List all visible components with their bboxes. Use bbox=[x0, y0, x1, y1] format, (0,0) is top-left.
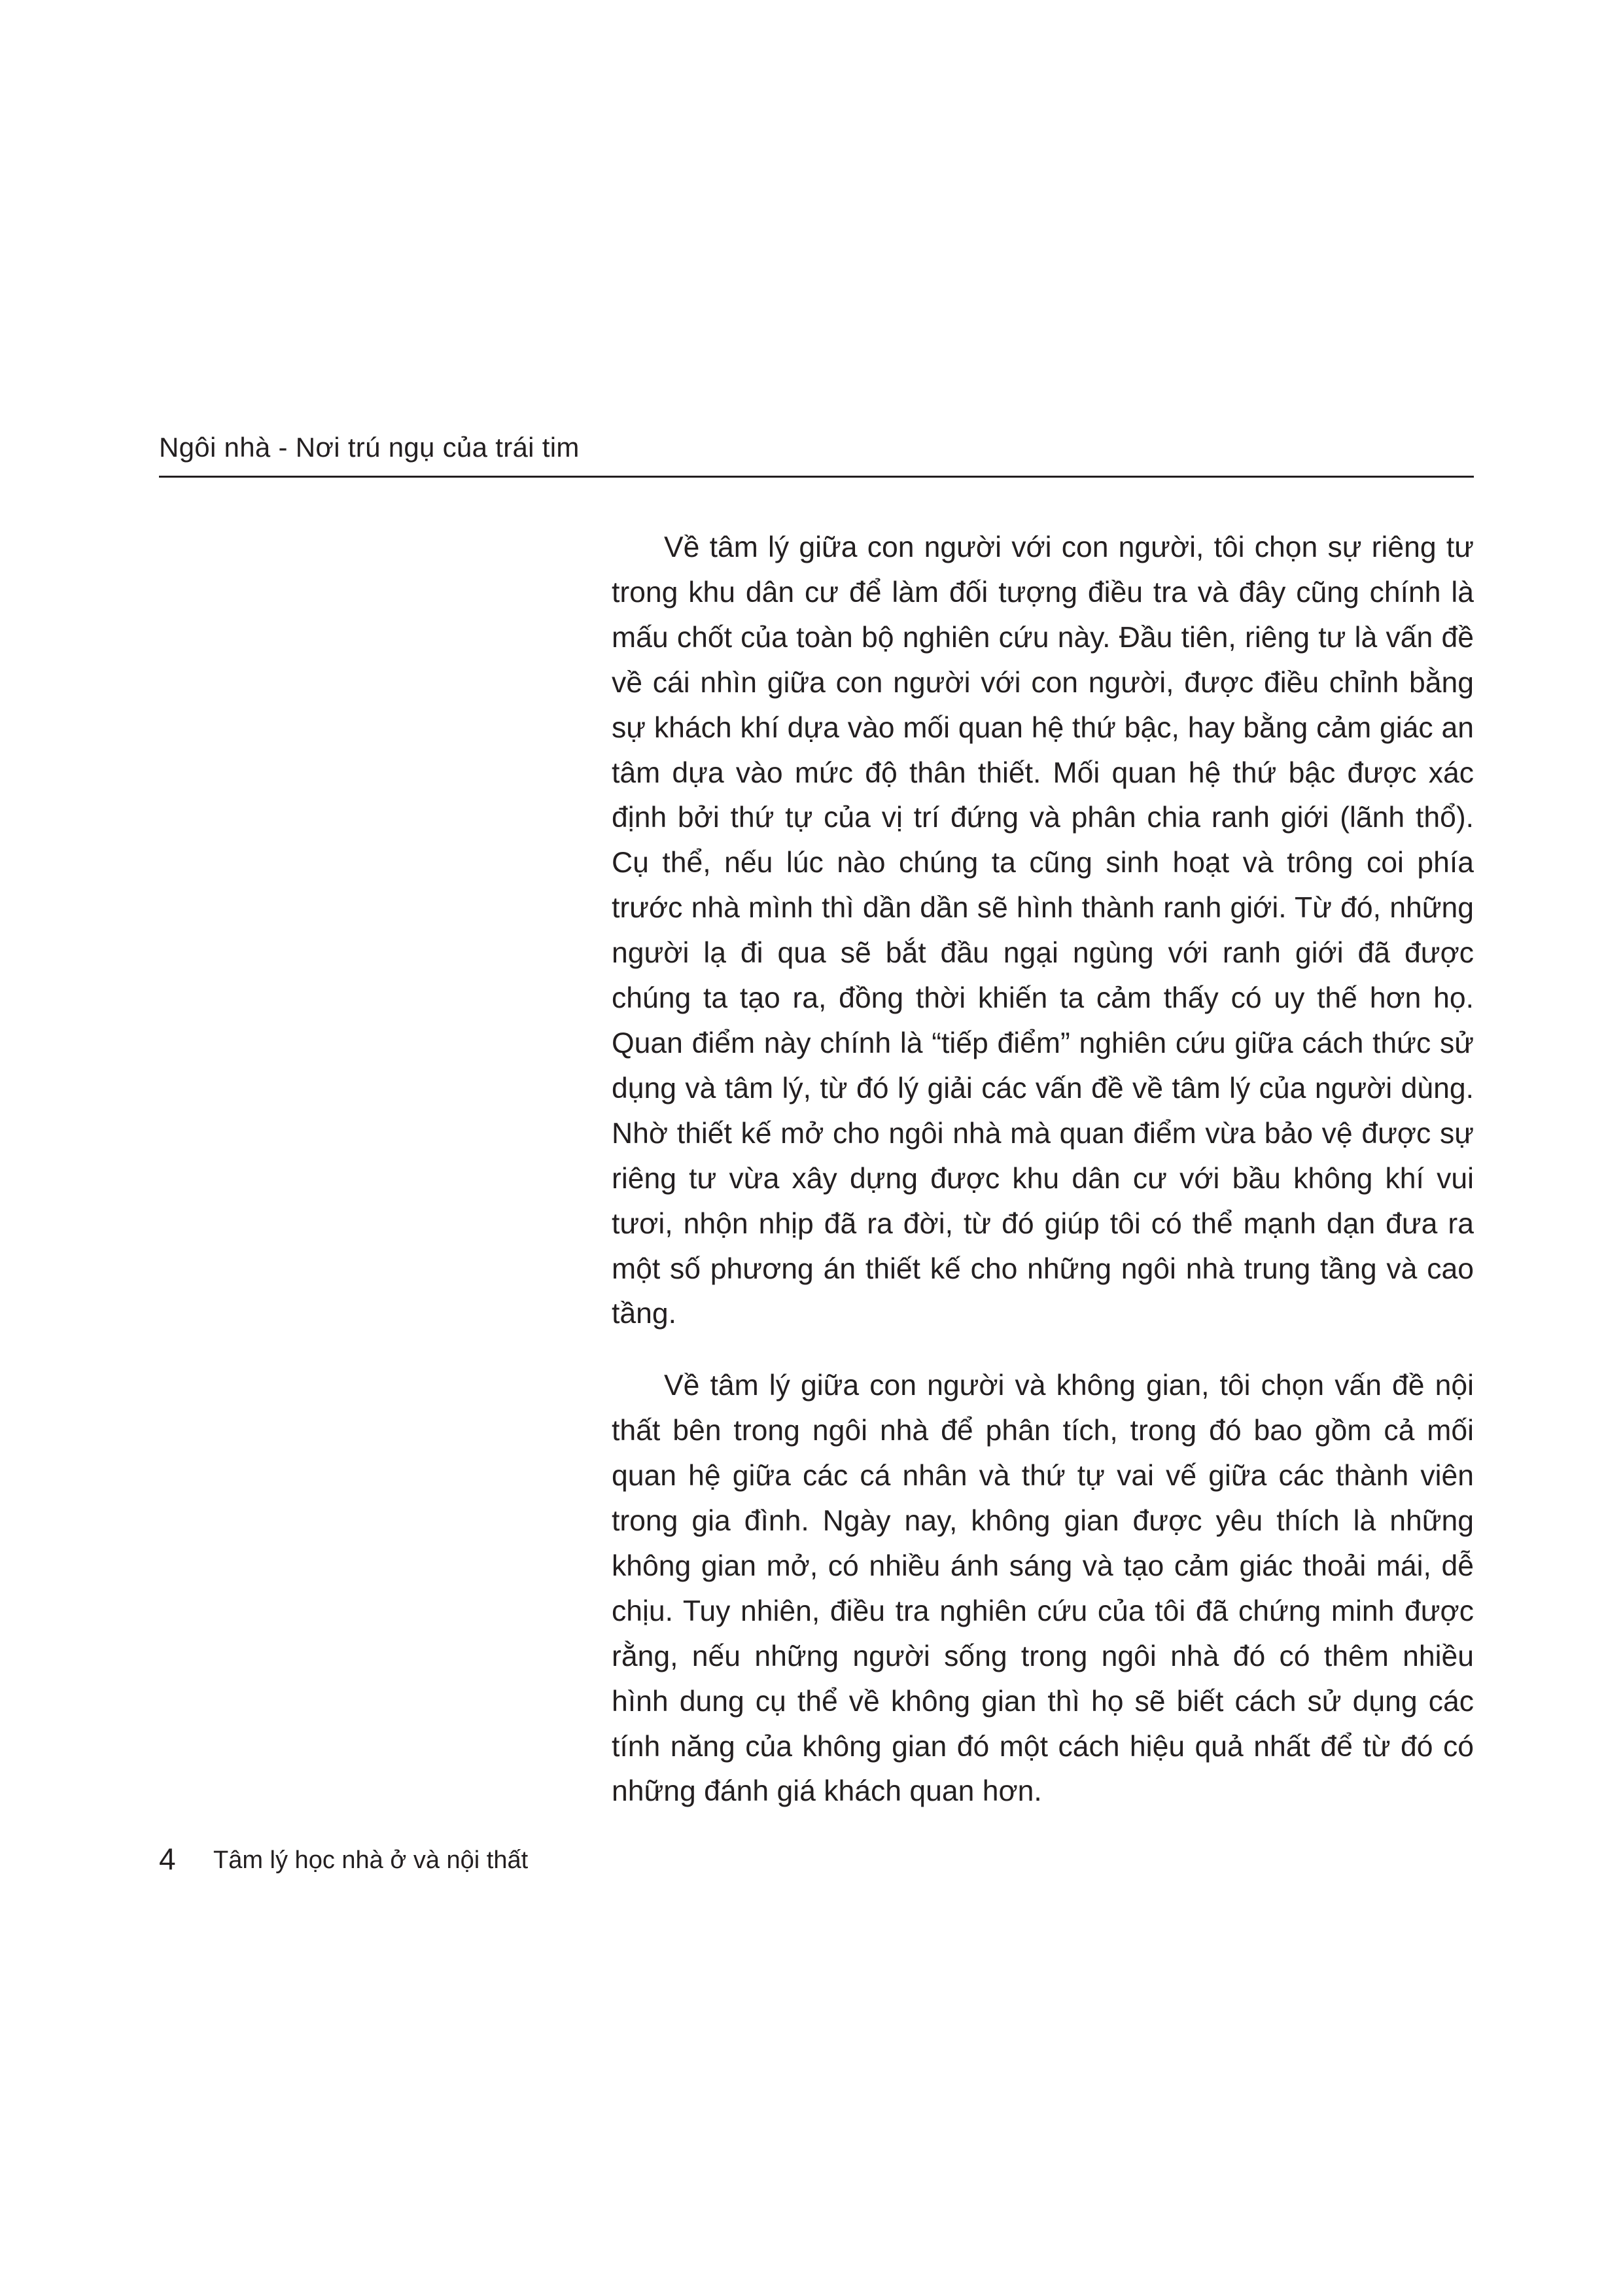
header-divider bbox=[159, 476, 1474, 478]
body-paragraph-2: Về tâm lý giữa con người và không gian, tôi chọn vấn đề nội thất bên trong ngôi nhà để phân tích, trong đó bao gồm cả mối quan hệ giữa các cá nhân và thứ tự vai vế giữa các thành viên trong gia đình. Ngày nay, không gian được yêu thích là những không gian mở, có nhiều ánh sáng và tạo cảm giác thoải mái, dễ chịu. Tuy nhiên, điều tra nghiên cứu của tôi đã chứng minh được rằng, nếu những người sống trong ngôi nhà đó có thêm nhiều hình dung cụ thể về không gian thì họ sẽ biết cách sử dụng các tính năng của không gian đó một cách hiệu quả nhất để từ đó có những đánh giá khách quan hơn. bbox=[612, 1369, 1474, 1808]
running-header-title: Ngôi nhà - Nơi trú ngụ của trái tim bbox=[159, 432, 580, 463]
page-number: 4 bbox=[159, 1842, 176, 1876]
running-footer-book-title: Tâm lý học nhà ở và nội thất bbox=[213, 1846, 529, 1874]
body-text-column bbox=[612, 525, 1474, 1814]
body-paragraph-1: Về tâm lý giữa con người với con người, tôi chọn sự riêng tư trong khu dân cư để làm đối tượng điều tra và đây cũng chính là mấu chốt của toàn bộ nghiên cứu này. Đầu tiên, riêng tư là vấn đề về cái nhìn giữa con người với con người, được điều chỉnh bằng sự khách khí dựa vào mối quan hệ thứ bậc, hay bằng cảm giác an tâm dựa vào mức độ thân thiết. Mối quan hệ thứ bậc được xác định bởi thứ tự của vị trí đứng và phân chia ranh giới (lãnh thổ). Cụ thể, nếu lúc nào chúng ta cũng sinh hoạt và trông coi phía trước nhà mình thì dần dần sẽ hình thành ranh giới. Từ đó, những người lạ đi qua sẽ bắt đầu ngại ngùng với ranh giới đã được chúng ta tạo ra, đồng thời khiến ta cảm thấy có uy thế hơn họ. Quan điểm này chính là “tiếp điểm” nghiên cứu giữa cách thức sử dụng và tâm lý, từ đó lý giải các vấn đề về tâm lý của người dùng. Nhờ thiết kế mở cho ngôi nhà mà quan điểm vừa bảo vệ được sự riêng tư vừa xây dựng được khu dân cư với bầu không khí vui tươi, nhộn nhịp đã ra đời, từ đó giúp tôi có thể mạnh dạn đưa ra một số phương án thiết kế cho những ngôi nhà trung tầng và cao tầng. bbox=[612, 531, 1474, 1330]
